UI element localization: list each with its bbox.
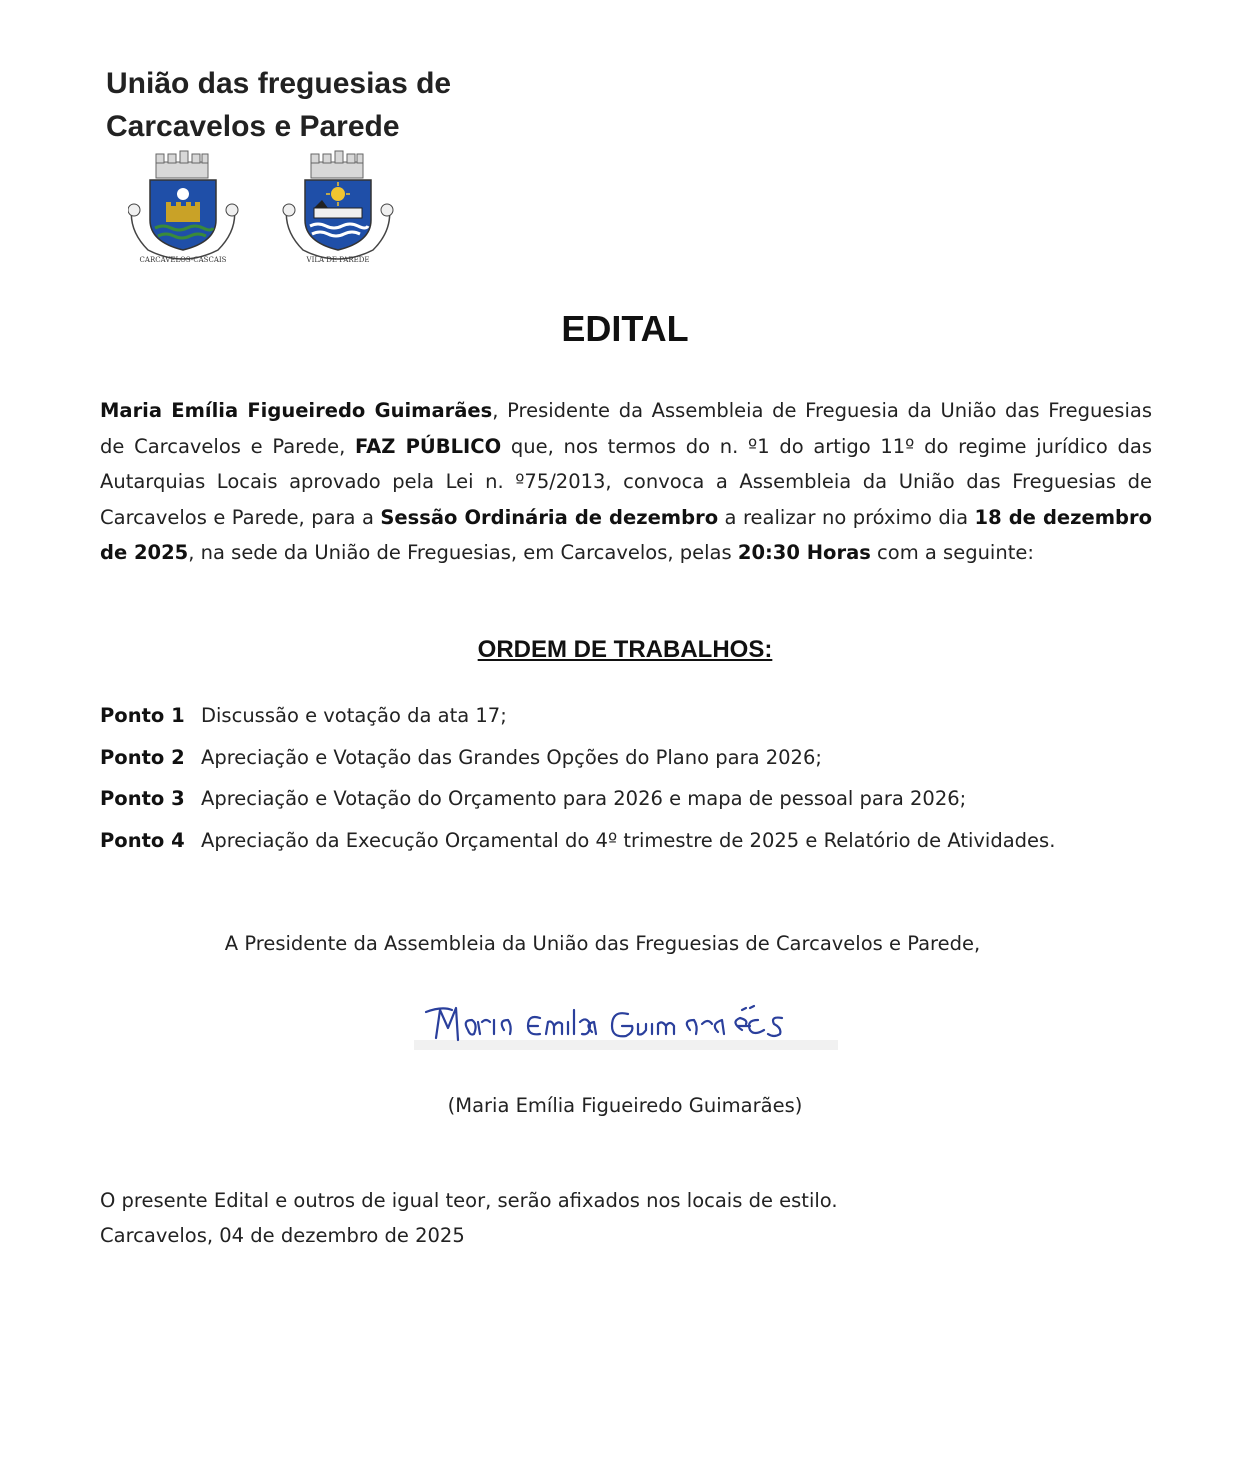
intro-text-1: , Presidente da Assembleia de Freguesia da União das Freguesias de Carcavelos e Parede, xyxy=(100,399,1152,458)
intro-text-2: que, nos termos do n. º1 do artigo 11º do regime jurídico das Autarquias Locais aprovado pela Lei n. º75/2013, convoca a Assembleia da União das Freguesias de Carcavelos e Parede, para a xyxy=(100,434,1152,529)
intro-text-3: a realizar no próximo dia xyxy=(718,505,975,529)
carcavelos-crest-label: CARCAVELOS-CASCAIS xyxy=(139,256,227,264)
agenda-item-label: Ponto 4 xyxy=(100,829,185,853)
agenda-item-text: Discussão e votação da ata 17; xyxy=(201,704,507,727)
agenda-item xyxy=(100,746,1180,788)
intro-text-4: , na sede da União de Freguesias, em Carcavelos, pelas xyxy=(188,541,738,564)
coats-of-arms xyxy=(128,150,398,265)
footer-notice: O presente Edital e outros de igual teor, serão afixados nos locais de estilo. xyxy=(100,1189,838,1212)
session-time: 20:30 Horas xyxy=(737,541,871,564)
organization-name-line1: União das freguesias de xyxy=(106,67,452,100)
agenda-item xyxy=(100,829,1180,871)
agenda-item-text: Apreciação e Votação do Orçamento para 2026 e mapa de pessoal para 2026; xyxy=(201,787,967,811)
agenda-title: ORDEM DE TRABALHOS: xyxy=(477,636,773,663)
agenda-item-label: Ponto 1 xyxy=(100,704,185,727)
agenda-item-label: Ponto 3 xyxy=(100,787,185,811)
intro-text-5: com a seguinte: xyxy=(870,541,1034,564)
handwritten-signature xyxy=(412,990,842,1060)
parede-crest-icon xyxy=(283,151,393,259)
agenda-item-text: Apreciação e Votação das Grandes Opções do Plano para 2026; xyxy=(201,745,822,769)
agenda-item xyxy=(100,704,1180,746)
intro-paragraph xyxy=(100,393,1152,571)
signatory-name: (Maria Emília Figueiredo Guimarães) xyxy=(447,1094,803,1117)
footer-date: Carcavelos, 04 de dezembro de 2025 xyxy=(100,1224,465,1247)
footer xyxy=(100,1183,838,1253)
agenda-list xyxy=(100,704,1180,871)
president-name: Maria Emília Figueiredo Guimarães xyxy=(100,399,493,422)
organization-name xyxy=(106,62,451,148)
session-date: 18 de dezembro de 2025 xyxy=(100,505,1152,564)
session-name: Sessão Ordinária de dezembro xyxy=(380,505,719,529)
organization-name-line2: Carcavelos e Parede xyxy=(106,110,400,143)
faz-publico: FAZ PÚBLICO xyxy=(355,434,502,458)
carcavelos-crest-icon xyxy=(128,151,238,259)
parede-crest-label: VILA DE PAREDE xyxy=(306,256,370,264)
president-line: A Presidente da Assembleia da União das Freguesias de Carcavelos e Parede, xyxy=(224,932,981,955)
agenda-item-label: Ponto 2 xyxy=(100,745,185,769)
agenda-item-text: Apreciação da Execução Orçamental do 4º trimestre de 2025 e Relatório de Atividades. xyxy=(201,829,1056,853)
agenda-item xyxy=(100,787,1180,829)
page-title: EDITAL xyxy=(561,308,689,349)
